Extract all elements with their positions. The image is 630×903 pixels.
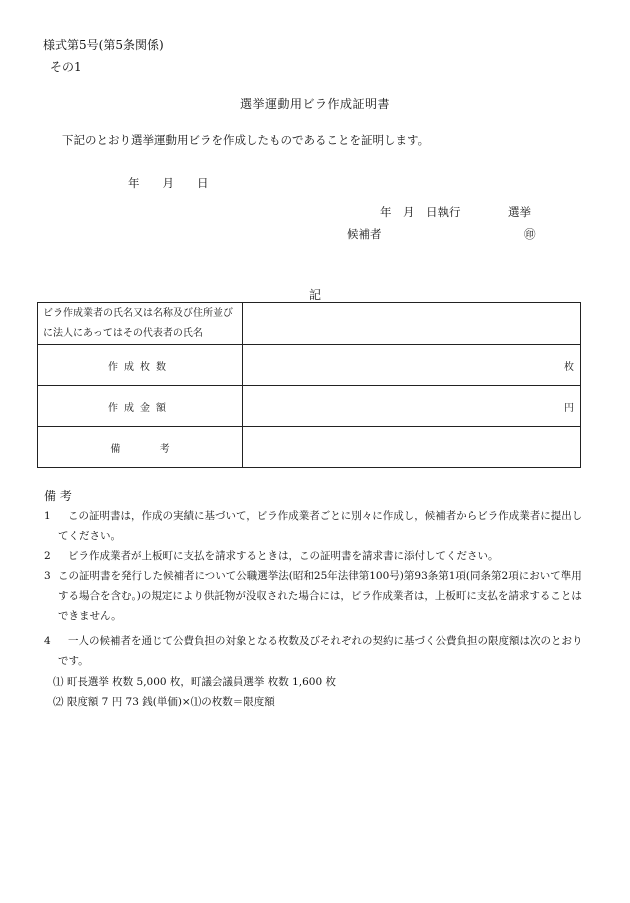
notes-heading: 備 考 <box>44 489 72 503</box>
note-4-number: 4 <box>44 635 51 647</box>
record-table <box>37 302 581 468</box>
note-2-number: 2 <box>44 550 51 562</box>
election-label: 選挙 <box>508 205 531 219</box>
remarks-label-cell: 備 考 <box>38 427 243 468</box>
note-4 <box>44 631 589 671</box>
amount-label-cell: 作成金額 <box>38 386 243 427</box>
note-4-item-2: ⑵ 限度額 7 円 73 銭(単価)×⑴の枚数＝限度額 <box>53 696 275 708</box>
note-3 <box>44 566 589 626</box>
intro-statement: 下記のとおり選挙運動用ビラを作成したものであることを証明します。 <box>62 133 430 147</box>
table-row-remarks <box>38 427 581 468</box>
contractor-label-line1: ビラ作成業者の氏名又は名称及び住所並び <box>43 307 233 319</box>
contractor-label-line2: に法人にあってはその代表者の氏名 <box>43 327 203 339</box>
remarks-value-cell[interactable] <box>243 427 581 468</box>
document-title: 選挙運動用ビラ作成証明書 <box>239 97 390 111</box>
count-value-cell[interactable] <box>243 345 581 386</box>
note-3-number: 3 <box>44 570 51 582</box>
certification-date: 年 月 日 <box>128 176 209 190</box>
amount-unit: 円 <box>564 402 574 414</box>
contractor-value-cell[interactable] <box>243 303 581 345</box>
table-row-count <box>38 345 581 386</box>
form-number: 様式第5号(第5条関係) <box>43 38 164 52</box>
note-1-number: 1 <box>44 510 51 522</box>
note-1-text: この証明書は，作成の実績に基づいて，ビラ作成業者ごとに別々に作成し，候補者からビラ作成業者に提出してください。 <box>58 510 583 542</box>
note-3-text: この証明書を発行した候補者について公職選挙法(昭和25年法律第100号)第93条第1項(同条第2項において準用する場合を含む。)の規定により供託物が没収された場合には，ビラ作成業者は，上板町に支払を請求することはできません。 <box>58 570 582 622</box>
table-row-amount <box>38 386 581 427</box>
count-label-cell: 作成枚数 <box>38 345 243 386</box>
table-row-contractor <box>38 303 581 345</box>
seal-mark: ㊞ <box>524 227 536 241</box>
note-2-text: ビラ作成業者が上板町に支払を請求するときは，この証明書を請求書に添付してください。 <box>68 550 499 562</box>
note-4-text: 一人の候補者を通じて公費負担の対象となる枚数及びそれぞれの契約に基づく公費負担の限度額は次のとおりです。 <box>58 635 583 667</box>
record-heading: 記 <box>308 288 321 302</box>
note-4-item-1: ⑴ 町長選挙 枚数 5,000 枚，町議会議員選挙 枚数 1,600 枚 <box>53 676 336 688</box>
form-part: その1 <box>50 60 82 74</box>
note-2 <box>44 546 589 566</box>
count-unit: 枚 <box>564 361 574 373</box>
candidate-label: 候補者 <box>347 227 382 241</box>
note-1 <box>44 506 589 546</box>
execution-date-label: 年 月 日執行 <box>380 205 461 219</box>
contractor-label-cell <box>38 303 243 345</box>
amount-value-cell[interactable] <box>243 386 581 427</box>
